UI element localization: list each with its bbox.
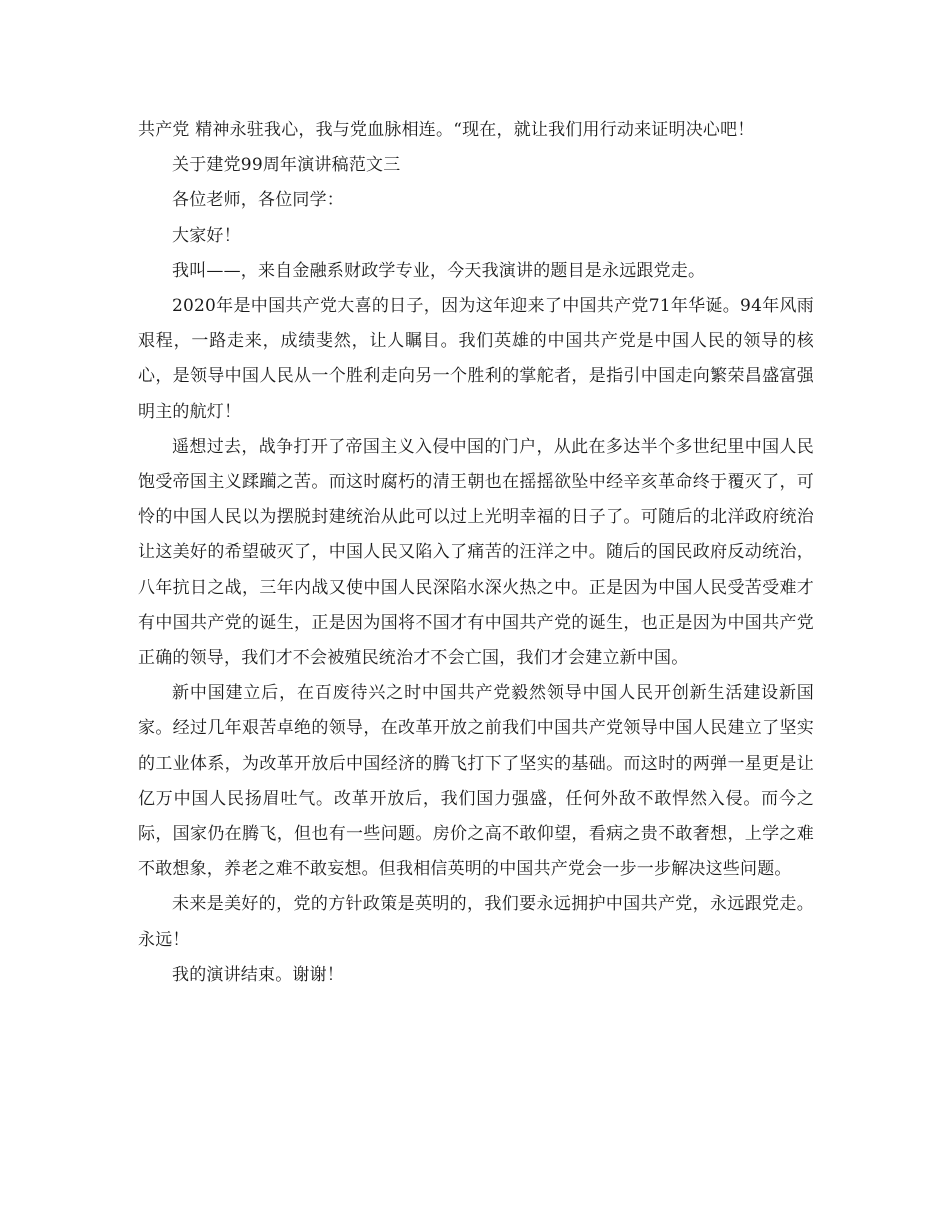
section-title: 关于建党99周年演讲稿范文三 <box>172 155 401 176</box>
continuation-paragraph: 共产党 精神永驻我心，我与党血脉相连。“现在，就让我们用行动来证明决心吧！ <box>138 120 755 140</box>
body-paragraph: 2020年是中国共产党大喜的日子，因为这年迎来了中国共产党71年华诞。94年风雨艰程，一路走来，成绩斐然，让人瞩目。我们英雄的中国共产党是中国人民的领导的核心，是领导中国人民从一个胜利走向另一个胜利的掌舵者，是指引中国走向繁荣昌盛富强明主的航灯！ <box>138 296 814 422</box>
body-paragraph: 遥想过去，战争打开了帝国主义入侵中国的门户，从此在多达半个多世纪里中国人民饱受帝国主义蹂躏之苦。而这时腐朽的清王朝也在摇摇欲坠中经辛亥革命终于覆灭了，可怜的中国人民以为摆脱封建统治从此可以过上光明幸福的日子了。可随后的北洋政府统治让这美好的希望破灭了，中国人民又陷入了痛苦的汪洋之中。随后的国民政府反动统治，八年抗日之战，三年内战又使中国人民深陷水深火热之中。正是因为中国人民受苦受难才有中国共产党的诞生，正是因为国将不国才有中国共产党的诞生，也正是因为中国共产党正确的领导，我们才不会被殖民统治才不会亡国，我们才会建立新中国。 <box>138 436 814 669</box>
closing-paragraph: 未来是美好的，党的方针政策是英明的，我们要永远拥护中国共产党，永远跟党走。永远！ <box>138 894 814 950</box>
speech-text-body <box>138 113 814 993</box>
salutation: 各位老师，各位同学： <box>172 190 344 211</box>
body-paragraph: 新中国建立后，在百废待兴之时中国共产党毅然领导中国人民开创新生活建设新国家。经过几年艰苦卓绝的领导，在改革开放之前我们中国共产党领导中国人民建立了坚实的工业体系，为改革开放后中国经济的腾飞打下了坚实的基础。而这时的两弹一星更是让亿万中国人民扬眉吐气。改革开放后，我们国力强盛，任何外敌不敢悍然入侵。而今之际，国家仍在腾飞，但也有一些问题。房价之高不敢仰望，看病之贵不敢奢想，上学之难不敢想象，养老之难不敢妄想。但我相信英明的中国共产党会一步一步解决这些问题。 <box>138 683 814 880</box>
self-introduction: 我叫——，来自金融系财政学专业，今天我演讲的题目是永远跟党走。 <box>172 260 706 281</box>
greeting: 大家好！ <box>172 225 241 246</box>
ending-line: 我的演讲结束。谢谢！ <box>172 964 344 985</box>
